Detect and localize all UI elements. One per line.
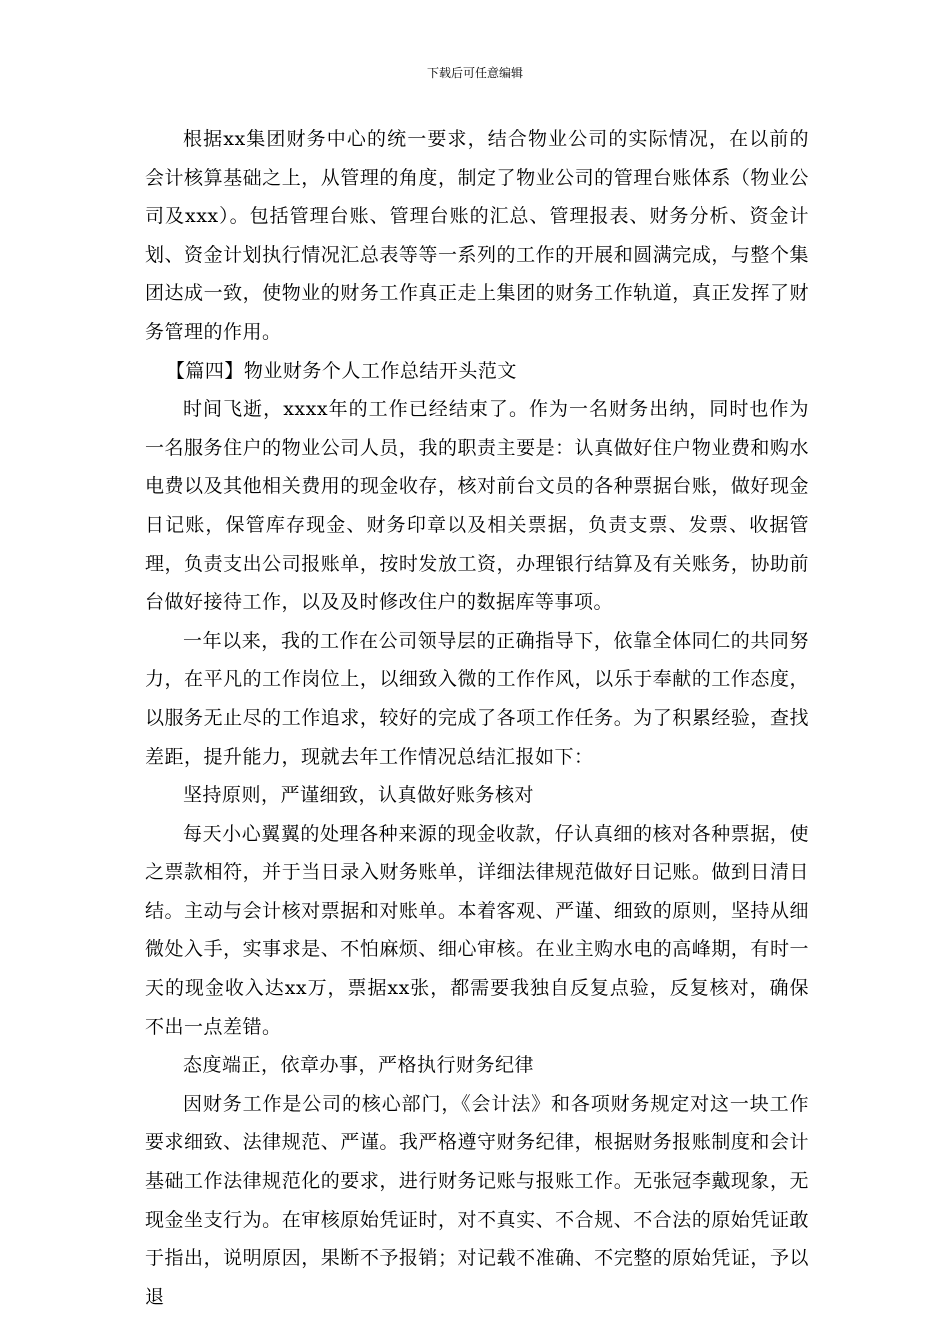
paragraph-accounting: 每天小心翼翼的处理各种来源的现金收款，仔认真细的核对各种票据，使之票款相符，并于当日录入财务账单，详细法律规范做好日记账。做到日清日结。主动与会计核对票据和对账单。本着客观、严谨、细致的原则，坚持从细微处入手，实事求是、不怕麻烦、细心审核。在业主购水电的高峰期，有时一天的现金收入达xx万，票据xx张，都需要我独自反复点验，反复核对，确保不出一点差错。 bbox=[145, 822, 809, 1038]
paragraph-duties: 时间飞逝，xxxx年的工作已经结束了。作为一名财务出纳，同时也作为一名服务住户的物业公司人员，我的职责主要是：认真做好住户物业费和购水电费以及其他相关费用的现金收存，核对前台文员的各种票据台账，做好现金日记账，保管库存现金、财务印章以及相关票据，负责支票、发票、收据管理，负责支出公司报账单，按时发放工资，办理银行结算及有关账务，协助前台做好接待工作，以及及时修改住户的数据库等事项。 bbox=[145, 398, 809, 614]
subheading-accounting: 坚持原则，严谨细致，认真做好账务核对 bbox=[183, 784, 535, 807]
paragraph-discipline: 因财务工作是公司的核心部门，《会计法》和各项财务规定对这一块工作要求细致、法律规范、严谨。我严格遵守财务纪律，根据财务报账制度和会计基础工作法律规范化的要求，进行财务记账与报账工作。无张冠李戴现象，无现金坐支行为。在审核原始凭证时，对不真实、不合规、不合法的原始凭证敢于指出，说明原因，果断不予报销；对记载不准确、不完整的原始凭证，予以退 bbox=[145, 1092, 809, 1308]
section-title: 【篇四】物业财务个人工作总结开头范文 bbox=[165, 359, 517, 382]
subheading-discipline: 态度端正，依章办事，严格执行财务纪律 bbox=[183, 1054, 535, 1077]
page-header: 下载后可任意编辑 bbox=[426, 66, 523, 80]
paragraph-intro: 根据xx集团财务中心的统一要求，结合物业公司的实际情况，在以前的会计核算基础之上，从管理的角度，制定了物业公司的管理台账体系（物业公司及xxx）。包括管理台账、管理台账的汇总、管理报表、财务分析、资金计划、资金计划执行情况汇总表等等一系列的工作的开展和圆满完成，与整个集团达成一致，使物业的财务工作真正走上集团的财务工作轨道，真正发挥了财务管理的作用。 bbox=[145, 128, 809, 343]
document-body bbox=[145, 120, 809, 1316]
paragraph-summary: 一年以来，我的工作在公司领导层的正确指导下，依靠全体同仁的共同努力，在平凡的工作岗位上，以细致入微的工作作风，以乐于奉献的工作态度，以服务无止尽的工作追求，较好的完成了各项工作任务。为了积累经验，查找差距，提升能力，现就去年工作情况总结汇报如下： bbox=[145, 629, 809, 768]
